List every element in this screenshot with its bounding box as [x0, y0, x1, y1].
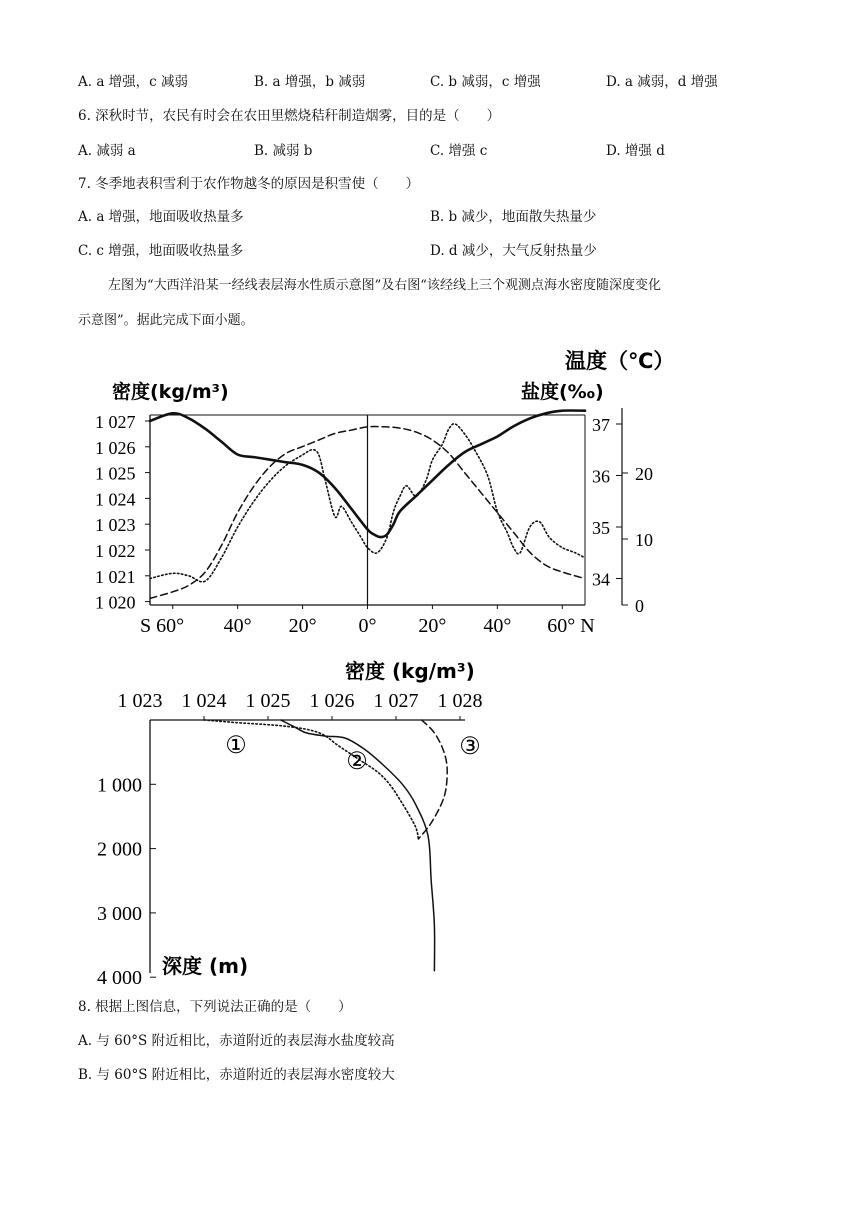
- depth-tick-label: 3 000: [97, 902, 142, 925]
- density-tick-label: 1 026: [95, 437, 136, 458]
- lat-tick-label: 0°: [358, 615, 377, 637]
- density-depth-chart: [0, 655, 860, 985]
- lat-tick-label: 20°: [288, 615, 317, 637]
- depth-axis-title: 深度 (m): [162, 954, 249, 978]
- lat-tick-label: 40°: [483, 615, 512, 637]
- density-tick-label: 1 025: [95, 463, 136, 484]
- density-tick-label: 1 022: [95, 541, 136, 561]
- density-tick-label: 1 020: [95, 592, 136, 613]
- q6-stem: 6. 深秋时节，农民有时会在农田里燃烧秸秆制造烟雾，目的是（ ）: [78, 108, 501, 124]
- density-tick-label: 1 027: [95, 412, 136, 432]
- depth-tick-label: 1 000: [97, 774, 142, 797]
- q7-stem: 7. 冬季地表积雪利于农作物越冬的原因是积雪使（ ）: [78, 176, 420, 192]
- q6-option-b: B. 减弱 b: [254, 143, 313, 159]
- density-axis-title: 密度(kg/m³): [112, 381, 229, 403]
- q6-option-d: D. 增强 d: [606, 143, 665, 159]
- q5-option-b: B. a 增强，b 减弱: [254, 74, 366, 90]
- q7-option-b: B. b 减少，地面散失热量少: [430, 209, 597, 225]
- lat-tick-label: 60° N: [547, 615, 595, 637]
- depth-tick-label: 4 000: [97, 967, 142, 985]
- profile-1-label: ①: [225, 733, 247, 759]
- q5-option-a: A. a 增强，c 减弱: [78, 74, 189, 90]
- salinity-tick-label: 35: [592, 518, 610, 538]
- temperature-tick-label: 10: [635, 530, 653, 550]
- salinity-tick-label: 37: [592, 415, 610, 435]
- density-tick-label: 1 028: [437, 690, 483, 712]
- density-tick-label: 1 023: [95, 515, 136, 536]
- q5-option-c: C. b 减弱，c 增强: [430, 74, 541, 90]
- lat-tick-label: S 60°: [140, 615, 185, 637]
- salinity-tick-label: 34: [592, 569, 610, 590]
- q6-option-a: A. 减弱 a: [78, 143, 136, 159]
- density-tick-label: 1 024: [181, 690, 227, 712]
- salinity-tick-label: 36: [592, 466, 610, 487]
- intro-line-2: 示意图”。据此完成下面小题。: [78, 313, 254, 328]
- salinity-axis-title: 盐度(‰): [521, 381, 604, 403]
- lat-tick-label: 40°: [223, 615, 252, 637]
- q6-option-c: C. 增强 c: [430, 143, 488, 159]
- density-tick-label: 1 021: [95, 566, 136, 587]
- temperature-tick-label: 20: [635, 464, 653, 484]
- density-tick-label: 1 024: [95, 489, 136, 510]
- profile-2-label: ②: [346, 749, 368, 775]
- temperature-tick-label: 0: [635, 596, 644, 616]
- density-tick-label: 1 026: [309, 690, 355, 712]
- q8-stem: 8. 根据上图信息，下列说法正确的是（ ）: [78, 999, 352, 1015]
- density-tick-label: 1 023: [117, 690, 163, 712]
- depth-tick-label: 2 000: [97, 838, 142, 861]
- intro-line-1: 左图为“大西洋沿某一经线表层海水性质示意图”及右图“该经线上三个观测点海水密度随深度变化: [108, 278, 661, 293]
- q5-option-d: D. a 减弱，d 增强: [606, 74, 718, 90]
- q8-option-a: A. 与 60°S 附近相比，赤道附近的表层海水盐度较高: [78, 1033, 395, 1049]
- density-axis-title: 密度 (kg/m³): [345, 659, 475, 683]
- q7-option-d: D. d 减少，大气反射热量少: [430, 243, 597, 259]
- density-tick-label: 1 025: [245, 690, 291, 712]
- q8-option-b: B. 与 60°S 附近相比，赤道附近的表层海水密度较大: [78, 1067, 395, 1083]
- q7-option-c: C. c 增强，地面吸收热量多: [78, 243, 244, 259]
- profile-3-label: ③: [459, 734, 481, 760]
- q7-option-a: A. a 增强，地面吸收热量多: [78, 209, 244, 225]
- lat-tick-label: 20°: [418, 615, 447, 637]
- surface-properties-chart: [0, 340, 860, 640]
- temperature-axis-title: 温度（℃）: [565, 349, 675, 373]
- density-tick-label: 1 027: [373, 690, 419, 712]
